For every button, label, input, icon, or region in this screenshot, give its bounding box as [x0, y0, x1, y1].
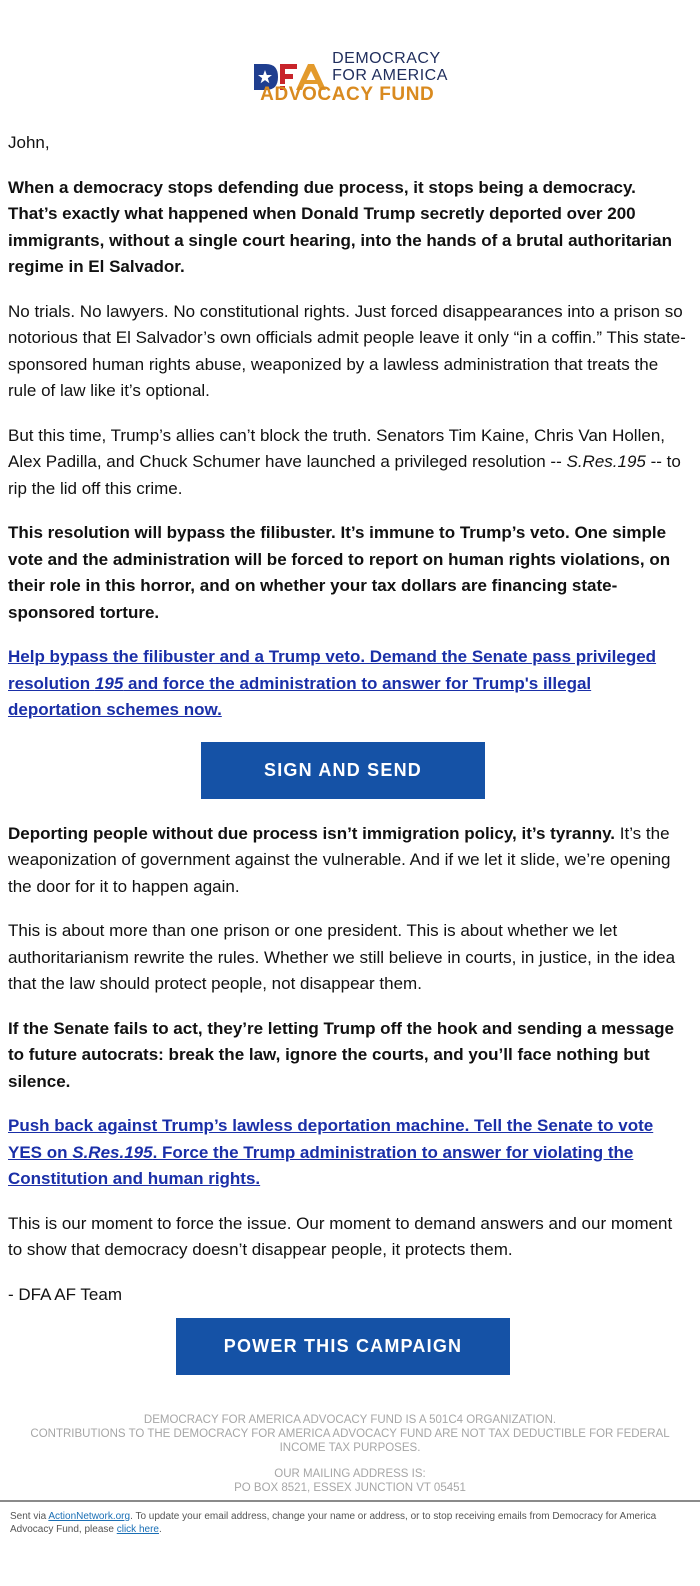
greeting: John,: [8, 133, 50, 152]
actionnetwork-link[interactable]: ActionNetwork.org: [48, 1511, 131, 1522]
cta-link-demand-senate[interactable]: [8, 647, 656, 719]
paragraph-authoritarianism: This is about more than one prison or one president. This is about whether we let authoritarianism rewrite the rules. Whether we still believe in courts, in justice, in the idea that the law should protect people, not disappear them.: [8, 921, 676, 993]
cta-link-1-text-a: Help bypass the filibuster and a Trump veto. Demand the Senate pass privileged resolution: [8, 647, 657, 693]
email-content: [8, 104, 688, 1375]
paragraph-tyranny-bold: Deporting people without due process isn’t immigration policy, it’s tyranny.: [8, 823, 616, 843]
footer-sent-via: [10, 1510, 690, 1536]
signoff: - DFA AF Team: [8, 1284, 123, 1304]
sent-via-end-text: .: [158, 1524, 162, 1535]
logo-line-advocacy-fund: ADVOCACY FUND: [260, 83, 435, 105]
sent-via-mid-text: . To update your email address, change your name or address, or to stop receiving emails from Democracy for America Advocacy Fund, please: [10, 1511, 657, 1535]
paragraph-intro: When a democracy stops defending due process, it stops being a democracy. That’s exactly what happened when Donald Trump secretly deported over 200 immigrants, without a single court hearing, into the hands of a brutal authoritarian regime in El Salvador.: [8, 177, 672, 276]
footer-mailing-address: PO BOX 8521, ESSEX JUNCTION VT 05451: [234, 1482, 466, 1494]
dfa-logo-text: [260, 49, 448, 105]
sign-and-send-button[interactable]: SIGN AND SEND: [201, 742, 485, 799]
paragraph-our-moment: This is our moment to force the issue. Our moment to demand answers and our moment to show that democracy doesn’t disappear people, it protects them.: [8, 1213, 673, 1259]
power-button-wrap: [8, 1318, 688, 1375]
sent-via-text: Sent via: [10, 1511, 49, 1522]
cta-paragraph-2: [8, 1113, 688, 1193]
paragraph-senate-fails: If the Senate fails to act, they’re letting Trump off the hook and sending a message to future autocrats: break the law, ignore the courts, and you’ll face nothing but silence.: [8, 1018, 674, 1091]
paragraph-filibuster: This resolution will bypass the filibuster. It’s immune to Trump’s veto. One simple vote and the administration will be forced to report on human rights violations, on their role in this horror, and on whether your tax dollars are financing state-sponsored torture.: [8, 523, 671, 622]
paragraph-senators: [8, 423, 688, 503]
paragraph-senators-text-a: But this time, Trump’s allies can’t block the truth. Senators Tim Kaine, Chris Van Hollen, Alex Padilla, and Chuck Schumer have launched a privileged resolution --: [8, 425, 665, 471]
cta-link-2-text-b: . Force the Trump administration to answer for violating the Constitution and human rights.: [8, 1142, 634, 1188]
logo-line-for-america: FOR AMERICA: [332, 66, 448, 84]
dfa-logo: [0, 0, 700, 104]
email-body: [8, 0, 688, 1495]
cta-link-2-text-a: Push back against Trump’s lawless deportation machine. Tell the Senate to vote YES on: [8, 1116, 654, 1162]
unsubscribe-click-here-link[interactable]: click here: [116, 1524, 159, 1535]
footer-legal-501c4: DEMOCRACY FOR AMERICA ADVOCACY FUND IS A 501C4 ORGANIZATION.: [143, 1414, 557, 1426]
logo-line-democracy: DEMOCRACY: [332, 49, 441, 67]
sres-195-ref: S.Res.195: [566, 452, 646, 471]
cta-link-1-italic: 195: [94, 673, 124, 693]
paragraph-tyranny-rest: It’s the weaponization of government against the vulnerable. And if we let it slide, we’re opening the door for it to happen again.: [8, 823, 671, 896]
footer-divider: [0, 1500, 700, 1502]
cta-paragraph-1: [8, 644, 688, 724]
cta-link-1-text-b: and force the administration to answer for Trump's illegal deportation schemes now.: [8, 673, 592, 719]
paragraph-tyranny: [8, 821, 688, 901]
cta-link-push-back[interactable]: [8, 1116, 653, 1188]
sign-button-wrap: [8, 742, 688, 799]
paragraph-no-trials: No trials. No lawyers. No constitutional rights. Just forced disappearances into a prison so notorious that El Salvador’s own officials admit people leave it only “in a coffin.” This state-sponsored human rights abuse, weaponized by a lawless administration that treats the rule of law like it’s optional.: [8, 301, 686, 400]
cta-link-2-italic: S.Res.195: [72, 1142, 153, 1162]
footer-mailing-label: OUR MAILING ADDRESS IS:: [274, 1468, 426, 1480]
footer-legal: [0, 1413, 700, 1495]
power-this-campaign-button[interactable]: POWER THIS CAMPAIGN: [176, 1318, 510, 1375]
paragraph-senators-text-b: -- to rip the lid off this crime.: [8, 452, 681, 498]
footer-legal-tax: CONTRIBUTIONS TO THE DEMOCRACY FOR AMERICA ADVOCACY FUND ARE NOT TAX DEDUCTIBLE FOR FEDERAL INCOME TAX PURPOSES.: [30, 1428, 670, 1454]
